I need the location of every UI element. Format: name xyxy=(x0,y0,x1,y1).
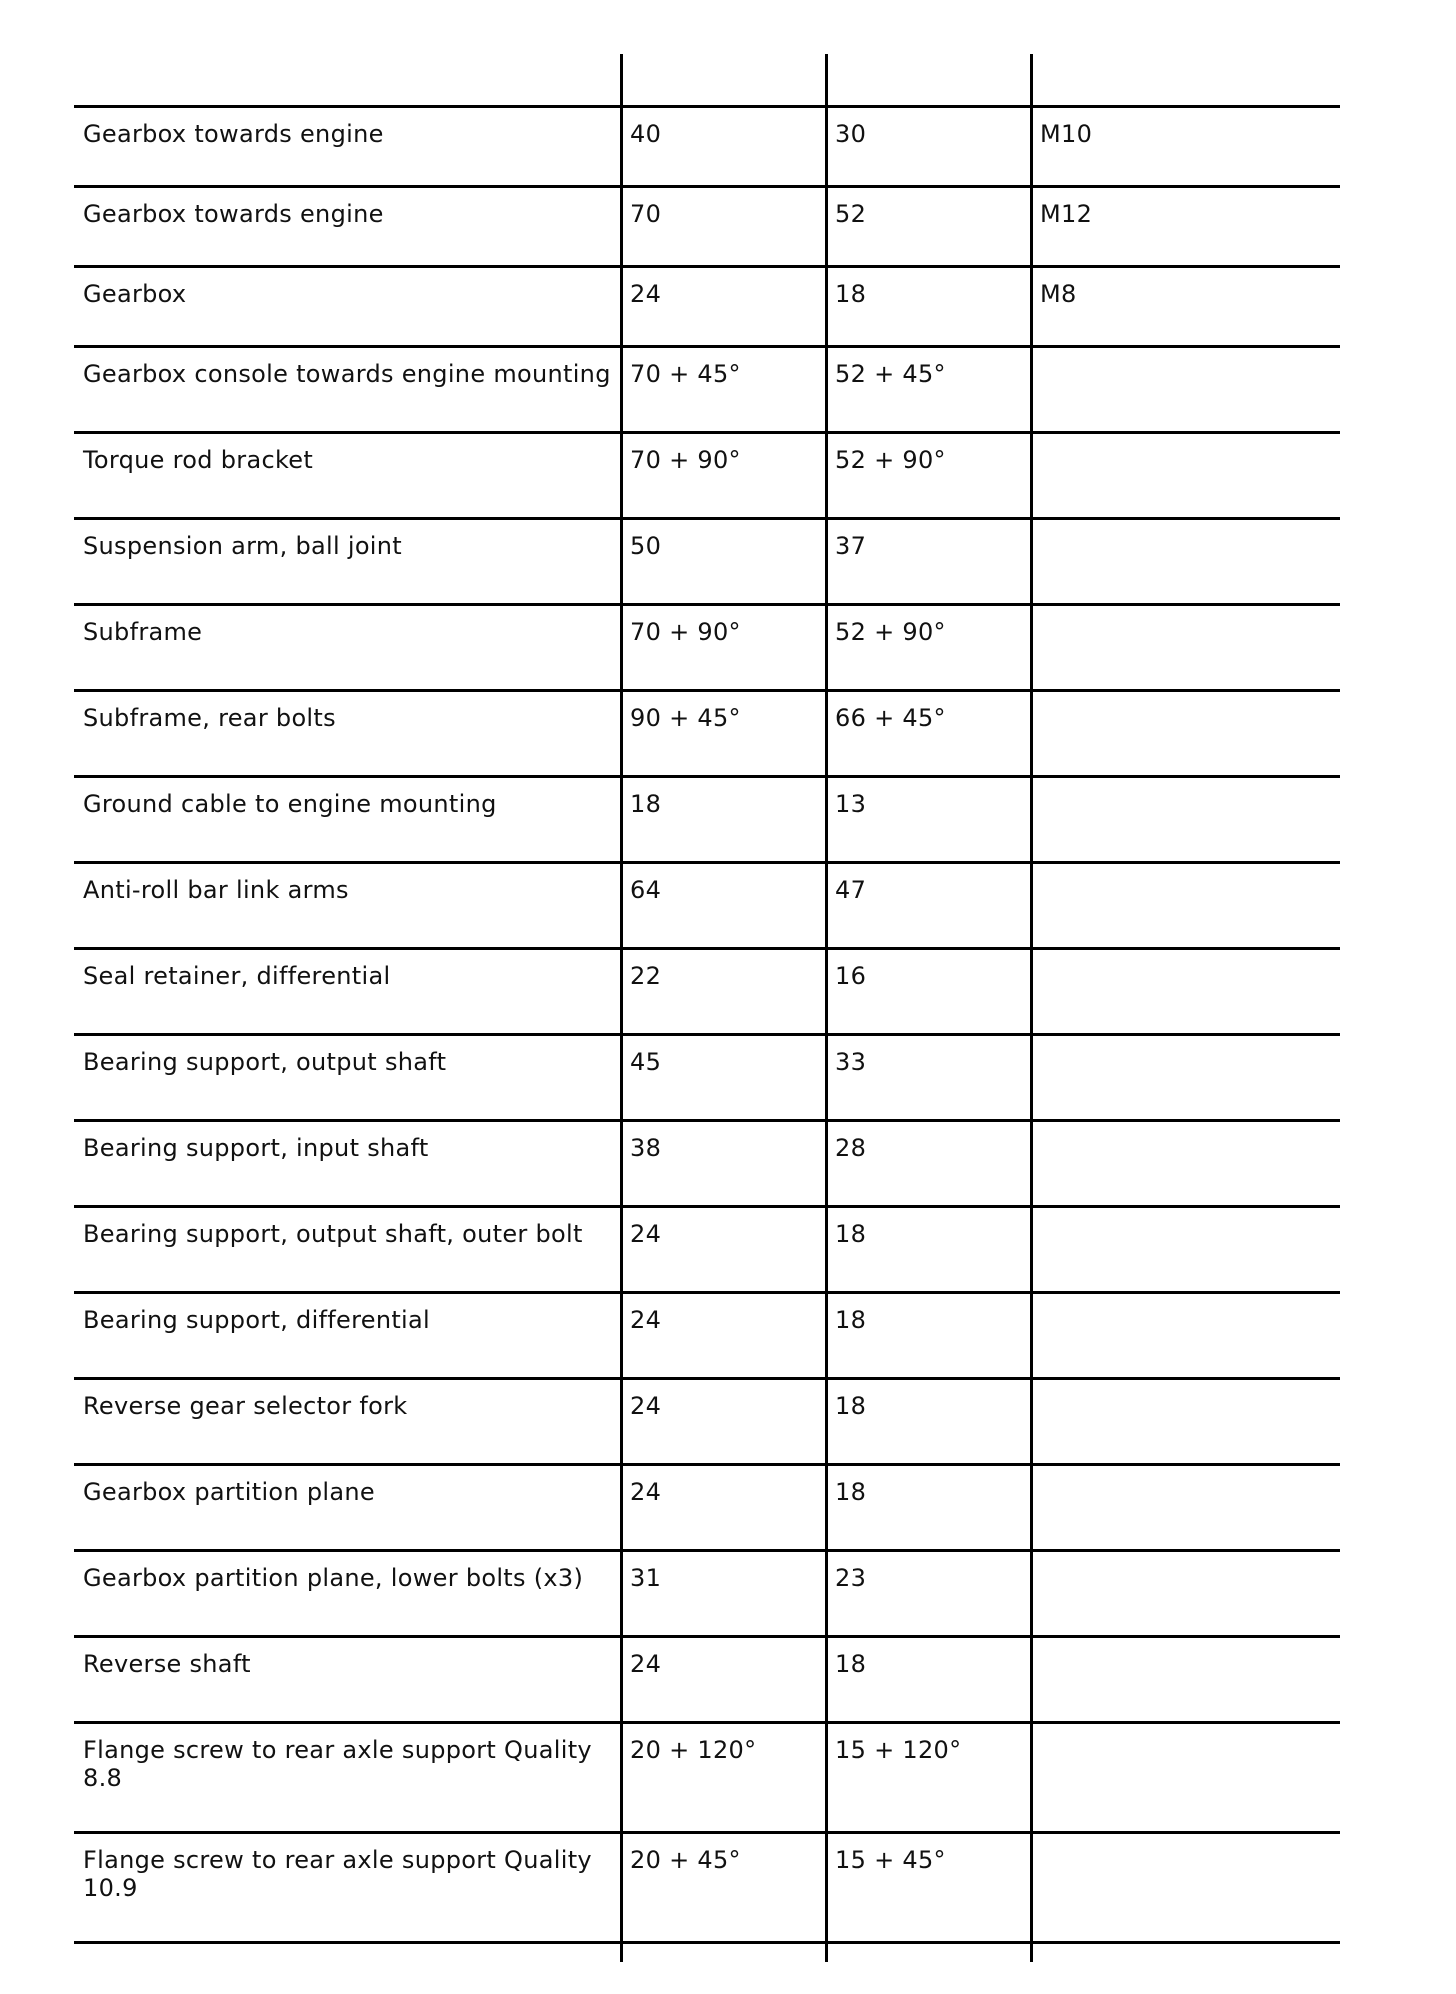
thread-size-cell xyxy=(1031,777,1340,863)
component-cell: Reverse gear selector fork xyxy=(83,1392,408,1420)
component-cell: Bearing support, input shaft xyxy=(83,1134,429,1162)
table-row xyxy=(74,605,1340,691)
table-row xyxy=(74,1121,1340,1207)
torque-lbf-cell: 23 xyxy=(835,1564,867,1592)
torque-nm-cell: 20 + 120° xyxy=(630,1736,757,1764)
table-row xyxy=(74,1723,1340,1833)
table-row xyxy=(74,863,1340,949)
table-row xyxy=(74,107,1340,187)
torque-lbf-cell: 18 xyxy=(835,280,867,308)
torque-lbf-cell: 18 xyxy=(835,1306,867,1334)
thread-size-cell xyxy=(1031,863,1340,949)
torque-nm-cell: 40 xyxy=(630,120,662,148)
torque-nm-cell: 45 xyxy=(630,1048,662,1076)
torque-lbf-cell: 52 + 45° xyxy=(835,360,946,388)
component-cell: Bearing support, differential xyxy=(83,1306,430,1334)
torque-nm-cell: 70 + 45° xyxy=(630,360,741,388)
torque-nm-cell: 50 xyxy=(630,532,662,560)
thread-size-cell xyxy=(1031,949,1340,1035)
table-row xyxy=(74,1551,1340,1637)
torque-nm-cell: 24 xyxy=(630,1306,662,1334)
torque-lbf-cell: 16 xyxy=(835,962,867,990)
thread-size-cell: M8 xyxy=(1040,280,1077,308)
torque-lbf-cell: 28 xyxy=(835,1134,867,1162)
table-row xyxy=(74,1637,1340,1723)
torque-lbf-cell: 18 xyxy=(835,1220,867,1248)
thread-size-cell xyxy=(1031,691,1340,777)
thread-size-cell xyxy=(1031,1833,1340,1943)
thread-size-cell xyxy=(1031,1035,1340,1121)
thread-size-cell xyxy=(1031,1551,1340,1637)
torque-spec-table xyxy=(74,105,1340,1944)
component-cell: Reverse shaft xyxy=(83,1650,251,1678)
thread-size-cell: M10 xyxy=(1040,120,1093,148)
component-cell: Torque rod bracket xyxy=(83,446,314,474)
table-row xyxy=(74,1833,1340,1943)
table-row xyxy=(74,1035,1340,1121)
thread-size-cell xyxy=(1031,1379,1340,1465)
component-cell: Gearbox partition plane xyxy=(83,1478,375,1506)
component-cell: Ground cable to engine mounting xyxy=(83,790,497,818)
torque-lbf-cell: 18 xyxy=(835,1478,867,1506)
component-cell: Seal retainer, differential xyxy=(83,962,391,990)
thread-size-cell xyxy=(1031,1465,1340,1551)
torque-nm-cell: 18 xyxy=(630,790,662,818)
component-cell: Gearbox towards engine xyxy=(83,120,384,148)
torque-lbf-cell: 52 + 90° xyxy=(835,618,946,646)
torque-nm-cell: 31 xyxy=(630,1564,662,1592)
torque-nm-cell: 24 xyxy=(630,1392,662,1420)
torque-nm-cell: 90 + 45° xyxy=(630,704,741,732)
torque-lbf-cell: 52 + 90° xyxy=(835,446,946,474)
thread-size-cell xyxy=(1031,347,1340,433)
thread-size-cell xyxy=(1031,1723,1340,1833)
torque-nm-cell: 64 xyxy=(630,876,662,904)
torque-lbf-cell: 30 xyxy=(835,120,867,148)
torque-lbf-cell: 15 + 120° xyxy=(835,1736,962,1764)
component-cell: Anti-roll bar link arms xyxy=(83,876,349,904)
component-cell: Gearbox towards engine xyxy=(83,200,384,228)
torque-lbf-cell: 47 xyxy=(835,876,867,904)
thread-size-cell: M12 xyxy=(1040,200,1093,228)
table-row xyxy=(74,777,1340,863)
torque-lbf-cell: 52 xyxy=(835,200,867,228)
torque-lbf-cell: 66 + 45° xyxy=(835,704,946,732)
torque-nm-cell: 22 xyxy=(630,962,662,990)
table-row xyxy=(74,1207,1340,1293)
component-cell: Subframe xyxy=(83,618,203,646)
thread-size-cell xyxy=(1031,1121,1340,1207)
torque-nm-cell: 24 xyxy=(630,280,662,308)
torque-lbf-cell: 15 + 45° xyxy=(835,1846,946,1874)
thread-size-cell xyxy=(1031,1637,1340,1723)
component-cell: Subframe, rear bolts xyxy=(83,704,336,732)
thread-size-cell xyxy=(1031,433,1340,519)
table-row xyxy=(74,187,1340,267)
component-cell: Flange screw to rear axle support Quality 10.9 xyxy=(83,1846,592,1902)
table-row xyxy=(74,949,1340,1035)
component-cell: Gearbox xyxy=(83,280,187,308)
table-row xyxy=(74,267,1340,347)
torque-lbf-cell: 18 xyxy=(835,1392,867,1420)
torque-nm-cell: 70 + 90° xyxy=(630,618,741,646)
table-body xyxy=(74,107,1340,1943)
torque-lbf-cell: 37 xyxy=(835,532,867,560)
torque-nm-cell: 24 xyxy=(630,1650,662,1678)
torque-lbf-cell: 18 xyxy=(835,1650,867,1678)
table-row xyxy=(74,1465,1340,1551)
table-row xyxy=(74,691,1340,777)
torque-nm-cell: 24 xyxy=(630,1220,662,1248)
component-cell: Gearbox partition plane, lower bolts (x3) xyxy=(83,1564,584,1592)
torque-nm-cell: 20 + 45° xyxy=(630,1846,741,1874)
table-row xyxy=(74,433,1340,519)
thread-size-cell xyxy=(1031,519,1340,605)
component-cell: Gearbox console towards engine mounting xyxy=(83,360,611,388)
table-row xyxy=(74,1379,1340,1465)
torque-nm-cell: 38 xyxy=(630,1134,662,1162)
thread-size-cell xyxy=(1031,605,1340,691)
torque-lbf-cell: 33 xyxy=(835,1048,867,1076)
thread-size-cell xyxy=(1031,1207,1340,1293)
torque-nm-cell: 70 xyxy=(630,200,662,228)
thread-size-cell xyxy=(1031,1293,1340,1379)
torque-nm-cell: 70 + 90° xyxy=(630,446,741,474)
table-row xyxy=(74,347,1340,433)
torque-lbf-cell: 13 xyxy=(835,790,867,818)
component-cell: Bearing support, output shaft xyxy=(83,1048,447,1076)
component-cell: Bearing support, output shaft, outer bolt xyxy=(83,1220,583,1248)
table-row xyxy=(74,519,1340,605)
component-cell: Flange screw to rear axle support Quality 8.8 xyxy=(83,1736,592,1792)
torque-nm-cell: 24 xyxy=(630,1478,662,1506)
table-row xyxy=(74,1293,1340,1379)
component-cell: Suspension arm, ball joint xyxy=(83,532,402,560)
